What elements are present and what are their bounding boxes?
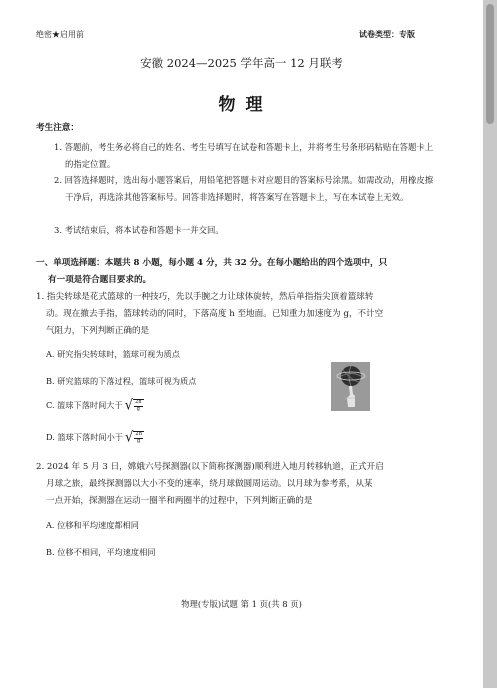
question-1-stem	[36, 289, 438, 340]
question-1-line1: 1. 指尖转球是花式篮球的一种技巧，先以手腕之力让球体旋转，然后单指指尖顶着篮球转	[36, 292, 374, 302]
question-2-line3: 一点开始，探测器在运动一圈半和两圈半的过程中，下列判断正确的是	[46, 496, 313, 506]
fraction	[133, 431, 144, 444]
notice-item-2: 2. 回答选择题时，选出每小题答案后，用铅笔把答题卡对应题目的答案标号涂黑。如需改动，用橡皮擦干净后，再选涂其他答案标号。回答非选择题时，将答案写在答题卡上，写在本试卷上无效。	[54, 175, 434, 202]
notice-title: 考生注意：	[36, 123, 79, 133]
basketball-spin-photo	[331, 362, 370, 411]
question-1-line3: 气阻力，下列判断正确的是	[46, 326, 150, 336]
question-2-stem	[36, 459, 438, 510]
exam-title: 安徽 2024—2025 学年高一 12 月联考	[140, 56, 343, 70]
subject-title: 物 理	[218, 95, 265, 115]
question-2-option-a: A. 位移和平均速度都相同	[46, 520, 139, 530]
sqrt-formula	[125, 430, 144, 444]
notice-item-3: 3. 考试结束后，将本试卷和答题卡一并交回。	[54, 225, 224, 235]
confidential-label: 绝密★启用前	[36, 30, 84, 39]
fraction-denominator: g	[136, 437, 141, 444]
section-heading-line2: 有一项是符合题目要求的。	[48, 275, 152, 285]
section-heading-line1: 一、单项选择题：本题共 8 小题，每小题 4 分，共 32 分。在每小题给出的四个选项中，只	[36, 258, 388, 268]
fraction-numerator: 2h	[135, 431, 142, 437]
question-1-option-b: B. 研究篮球的下落过程，篮球可视为质点	[46, 376, 197, 386]
question-1-option-d	[46, 430, 144, 444]
question-1-option-d-text: D. 篮球下落时间小于	[46, 431, 123, 442]
question-1-option-c-text: C. 篮球下落时间大于	[46, 399, 123, 410]
page-footer: 物理(专版)试题 第 1 页(共 8 页)	[181, 599, 302, 609]
scrollbar-thumb[interactable]	[486, 4, 494, 124]
question-2-option-b: B. 位移不相同，平均速度相同	[46, 547, 156, 557]
radical-sign: √	[124, 428, 134, 446]
question-2-line1: 2. 2024 年 5 月 3 日，嫦娥六号探测器(以下简称探测器)顺利进入地月转移轨道，正式开启	[36, 462, 384, 472]
fraction	[133, 399, 144, 412]
question-1-option-a: A. 研究指尖转球时，篮球可视为质点	[46, 349, 180, 359]
radical-sign: √	[124, 396, 133, 414]
question-1-option-c	[46, 398, 144, 412]
notice-item-1: 1. 答题前，考生务必将自己的姓名、考生号填写在试卷和答题卡上，并将考生号条形码粘贴在答题卡上的指定位置。	[54, 142, 434, 169]
question-2-line2: 月球之旅，最终探测器以大小不变的速率，绕月球做圆周运动。以月球为参考系，从某	[46, 479, 373, 489]
question-1-line2: 动。现在撤去手指，篮球转动的同时，下落高度 h 至地面。已知重力加速度为 g，不计空	[46, 309, 384, 319]
section-heading	[36, 255, 436, 289]
sqrt-formula	[125, 398, 144, 412]
paper-type-label: 试卷类型：专版	[359, 29, 415, 39]
vertical-scrollbar[interactable]	[483, 0, 497, 688]
fraction-numerator: 2h	[134, 399, 142, 405]
fraction-denominator: g	[136, 405, 140, 412]
